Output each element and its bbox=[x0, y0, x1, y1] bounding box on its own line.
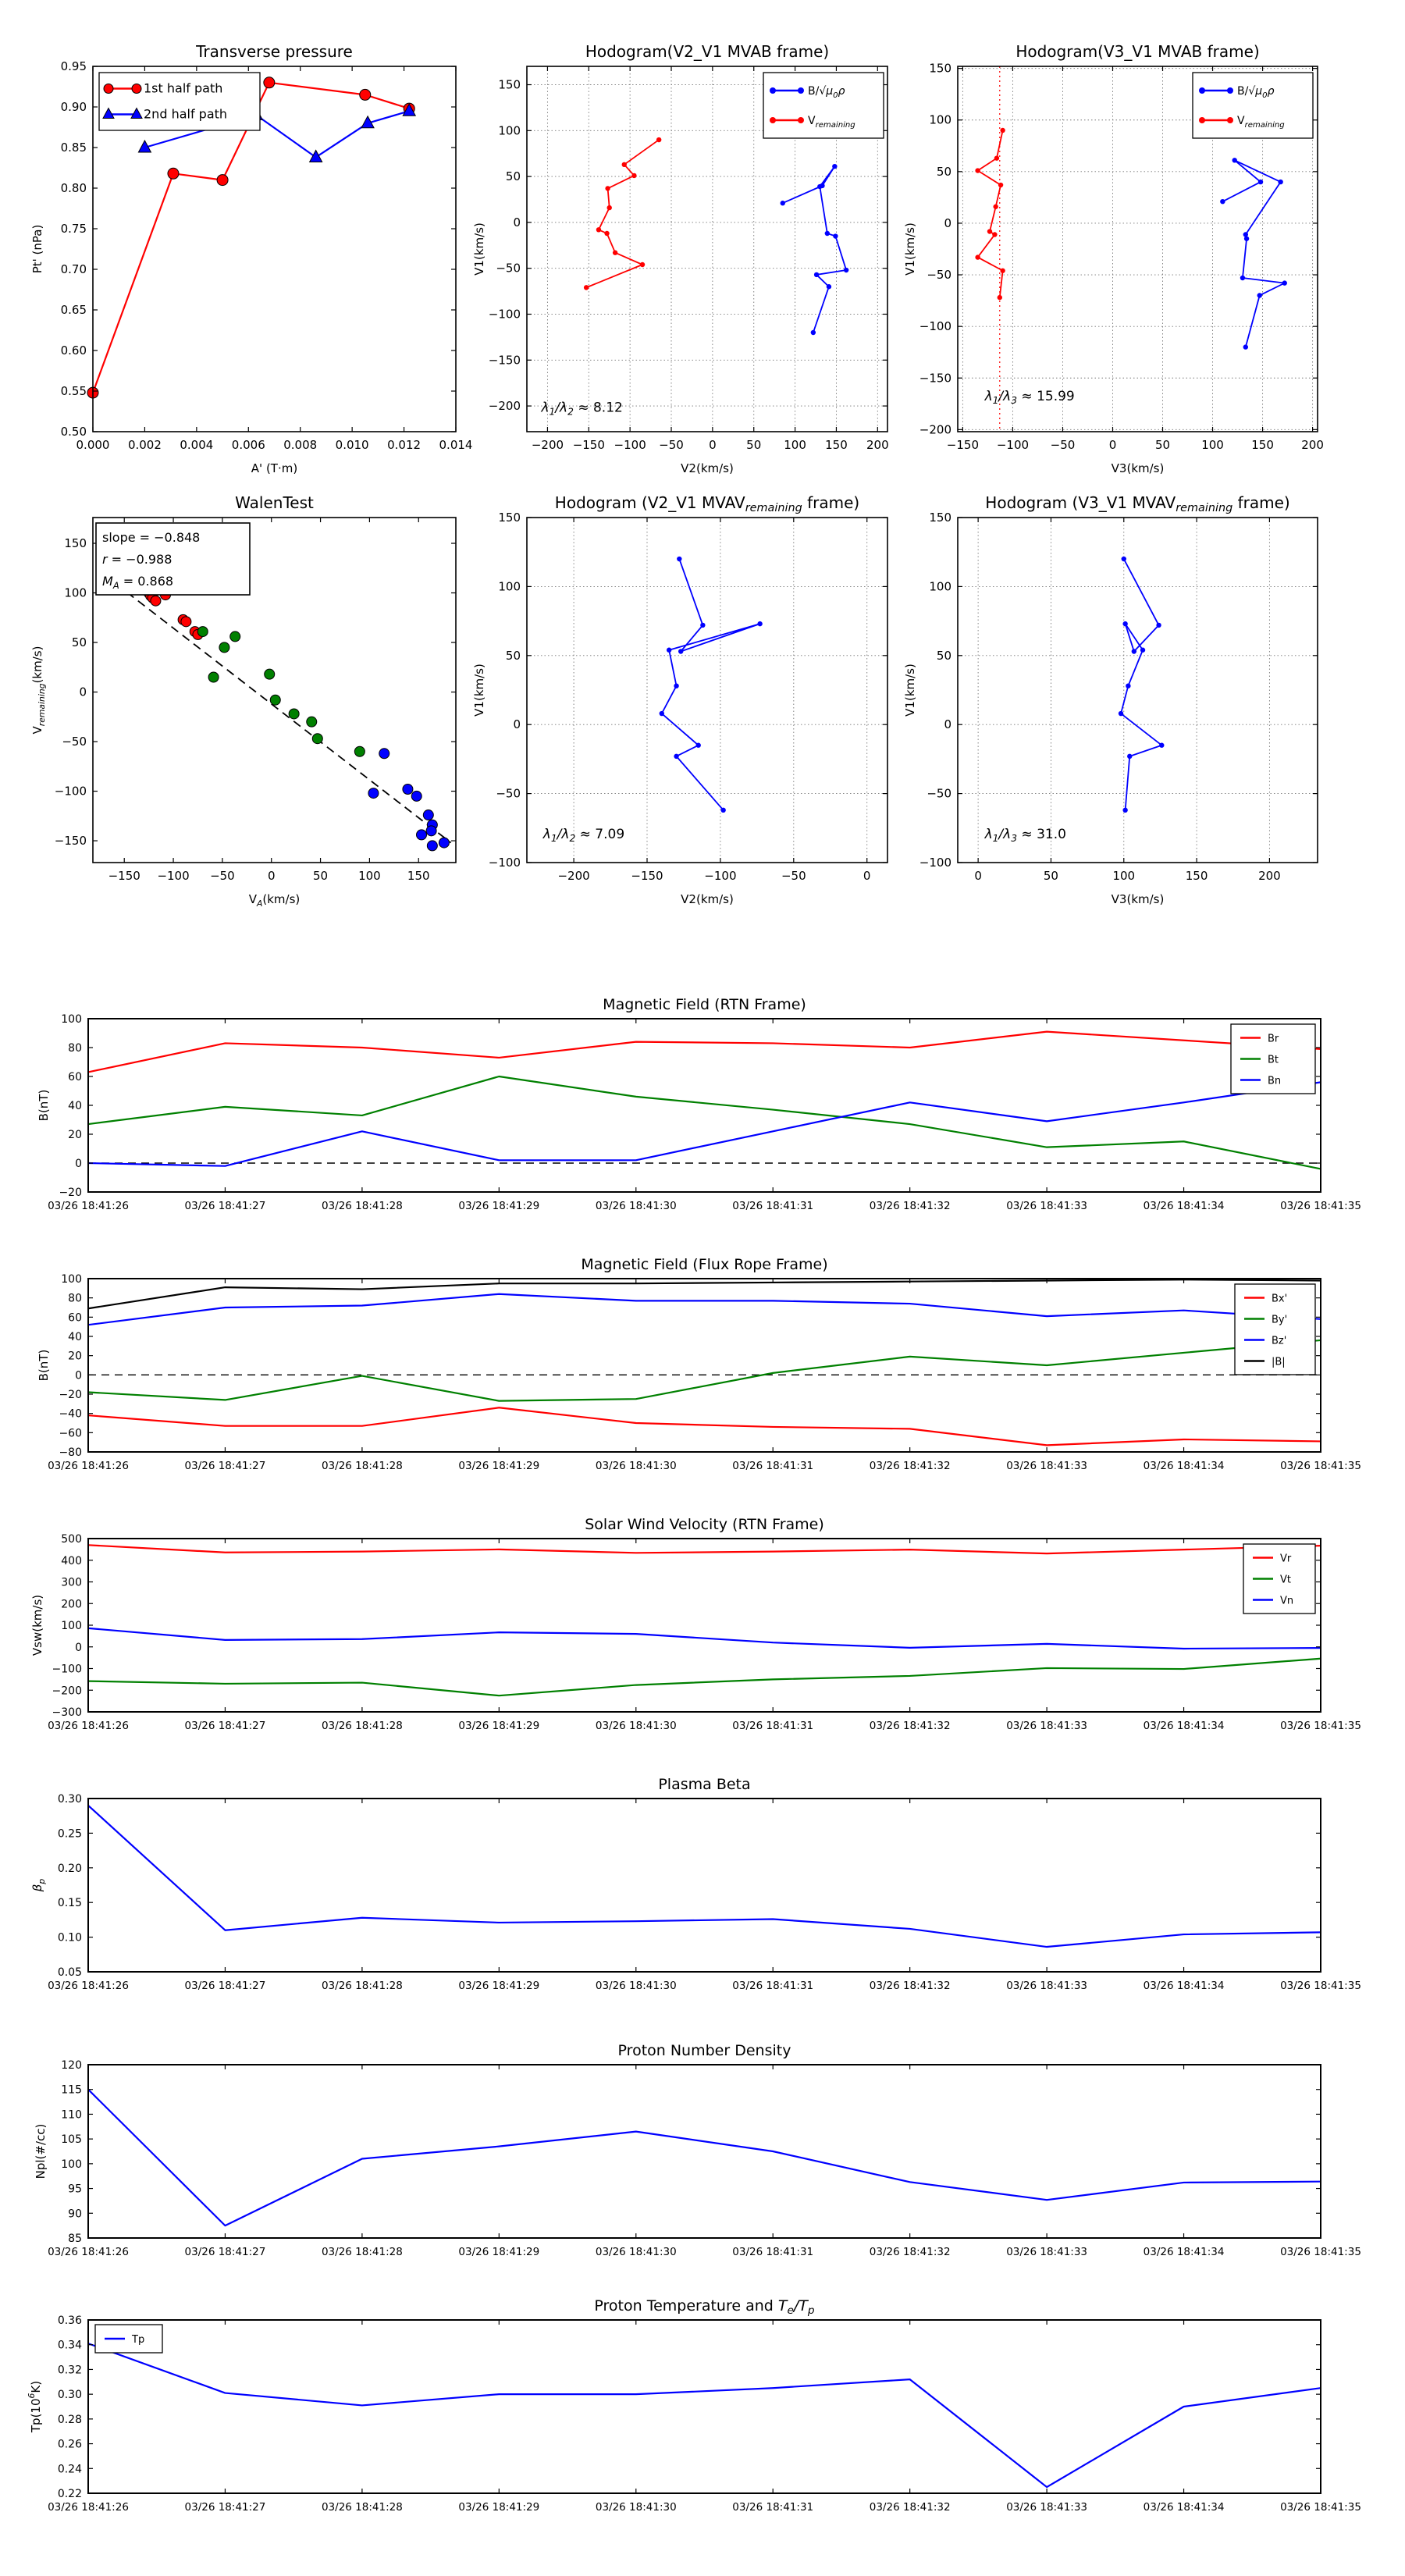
hodogram-v2v1-mvab-title: Hodogram(V2_V1 MVAB frame) bbox=[585, 42, 830, 61]
y-tick-label: 100 bbox=[498, 579, 521, 594]
y-tick-label: −100 bbox=[52, 1663, 82, 1676]
y-tick-label: −100 bbox=[919, 856, 951, 870]
x-tick-label: 03/26 18:41:28 bbox=[321, 1720, 403, 1732]
x-tick-label: 150 bbox=[825, 438, 848, 452]
walen-test-ylabel: $V_{remaining}(km/s)$ bbox=[30, 646, 47, 735]
y-tick-label: 0.80 bbox=[60, 181, 87, 195]
y-tick-label: 0 bbox=[513, 717, 521, 732]
magnetic-field-rtn-series-Br bbox=[88, 1032, 1321, 1073]
x-tick-label: 03/26 18:41:33 bbox=[1006, 2501, 1088, 2514]
axes-frame bbox=[88, 2065, 1321, 2238]
x-tick-label: 03/26 18:41:30 bbox=[595, 1720, 677, 1732]
x-tick-label: 100 bbox=[784, 438, 806, 452]
y-tick-label: 0 bbox=[944, 717, 951, 732]
x-tick-label: 0.012 bbox=[387, 438, 422, 452]
y-tick-label: 0.28 bbox=[57, 2413, 82, 2426]
x-tick-label: −50 bbox=[1050, 438, 1076, 452]
y-tick-label: 150 bbox=[64, 536, 87, 551]
x-tick-label: 150 bbox=[1185, 869, 1208, 883]
y-tick-label: 0.36 bbox=[57, 2314, 82, 2327]
x-tick-label: 03/26 18:41:30 bbox=[595, 1200, 677, 1212]
y-tick-label: −50 bbox=[927, 268, 951, 283]
x-tick-label: 0 bbox=[709, 438, 717, 452]
info-box-line: r = −0.988 bbox=[102, 552, 173, 567]
magnetic-field-flux-rope-series-|B| bbox=[88, 1279, 1321, 1308]
x-tick-label: 03/26 18:41:33 bbox=[1006, 1720, 1088, 1732]
y-tick-label: 60 bbox=[68, 1071, 82, 1083]
x-tick-label: 03/26 18:41:32 bbox=[869, 1460, 951, 1472]
proton-temperature bbox=[27, 2297, 1361, 2514]
hodogram-v3v1-mvab-xlabel: V3(km/s) bbox=[1111, 461, 1165, 475]
y-tick-label: −100 bbox=[919, 319, 951, 334]
y-tick-label: 120 bbox=[61, 2059, 82, 2072]
hodogram-v2v1-mvav bbox=[472, 493, 887, 906]
y-tick-label: 400 bbox=[61, 1554, 82, 1567]
x-tick-label: 03/26 18:41:27 bbox=[184, 1460, 266, 1472]
hodogram-v2v1-mvab bbox=[472, 42, 889, 475]
x-tick-label: 03/26 18:41:33 bbox=[1006, 1980, 1088, 1992]
x-tick-label: 50 bbox=[746, 438, 762, 452]
y-tick-label: 100 bbox=[61, 2158, 82, 2171]
magnetic-field-flux-rope-series-Bx' bbox=[88, 1407, 1321, 1445]
y-tick-label: 0.10 bbox=[57, 1931, 82, 1944]
x-tick-label: 03/26 18:41:31 bbox=[732, 2246, 814, 2258]
x-tick-label: 03/26 18:41:30 bbox=[595, 1980, 677, 1992]
x-tick-label: 03/26 18:41:34 bbox=[1143, 1460, 1225, 1472]
x-tick-label: −100 bbox=[614, 438, 646, 452]
x-tick-label: 03/26 18:41:27 bbox=[184, 1200, 266, 1212]
x-tick-label: 03/26 18:41:34 bbox=[1143, 2501, 1225, 2514]
walen-test-title: WalenTest bbox=[235, 493, 314, 512]
y-tick-label: 40 bbox=[68, 1331, 82, 1343]
legend-label: Tp bbox=[132, 2334, 145, 2346]
x-tick-label: 03/26 18:41:27 bbox=[184, 1980, 266, 1992]
y-tick-label: 115 bbox=[61, 2083, 82, 2097]
x-tick-label: −50 bbox=[659, 438, 684, 452]
x-tick-label: 03/26 18:41:29 bbox=[458, 1720, 540, 1732]
x-tick-label: 200 bbox=[1301, 438, 1324, 452]
x-tick-label: 03/26 18:41:26 bbox=[48, 1200, 129, 1212]
y-tick-label: 0.25 bbox=[57, 1827, 82, 1841]
y-tick-label: 0.05 bbox=[57, 1966, 82, 1979]
proton-number-density-series-Npl bbox=[88, 2090, 1321, 2226]
y-tick-label: 500 bbox=[61, 1533, 82, 1546]
plasma-beta-ylabel: $\beta_p$ bbox=[30, 1878, 47, 1892]
plasma-beta-title: Plasma Beta bbox=[658, 1776, 751, 1793]
x-tick-label: −100 bbox=[704, 869, 737, 883]
y-tick-label: 80 bbox=[68, 1042, 82, 1055]
x-tick-label: 03/26 18:41:28 bbox=[321, 1980, 403, 1992]
solar-wind-velocity-rtn-ylabel: Vsw(km/s) bbox=[30, 1594, 44, 1656]
x-tick-label: 150 bbox=[1251, 438, 1274, 452]
x-tick-label: 03/26 18:41:35 bbox=[1280, 2501, 1361, 2514]
axes-frame bbox=[88, 1799, 1321, 1972]
y-tick-label: −20 bbox=[59, 1389, 82, 1401]
solar-wind-velocity-rtn-title: Solar Wind Velocity (RTN Frame) bbox=[585, 1516, 824, 1533]
y-tick-label: 0.70 bbox=[60, 262, 87, 276]
x-tick-label: 03/26 18:41:27 bbox=[184, 1720, 266, 1732]
proton-number-density-ylabel: Npl(#/cc) bbox=[34, 2123, 48, 2179]
y-tick-label: 0.24 bbox=[57, 2463, 82, 2476]
y-tick-label: 150 bbox=[498, 511, 521, 525]
x-tick-label: 03/26 18:41:29 bbox=[458, 1460, 540, 1472]
x-tick-label: 03/26 18:41:26 bbox=[48, 1460, 129, 1472]
plasma-beta-series-beta-p bbox=[88, 1806, 1321, 1947]
transverse-pressure-xlabel: A' (T·m) bbox=[251, 461, 298, 475]
x-tick-label: 150 bbox=[407, 869, 430, 883]
y-tick-label: 105 bbox=[61, 2133, 82, 2147]
x-tick-label: 50 bbox=[313, 869, 329, 883]
transverse-pressure-ylabel: Pt' (nPa) bbox=[30, 224, 44, 274]
legend-label: 2nd half path bbox=[144, 106, 228, 122]
x-tick-label: 03/26 18:41:30 bbox=[595, 1460, 677, 1472]
y-tick-label: 200 bbox=[61, 1598, 82, 1611]
y-tick-label: 50 bbox=[71, 635, 87, 650]
hodogram-v3v1-mvab-title: Hodogram(V3_V1 MVAB frame) bbox=[1016, 42, 1260, 61]
y-tick-label: 50 bbox=[936, 648, 951, 663]
hodogram-v3v1-mvab bbox=[903, 42, 1324, 475]
x-tick-label: 03/26 18:41:30 bbox=[595, 2246, 677, 2258]
y-tick-label: 0.30 bbox=[57, 2389, 82, 2402]
x-tick-label: 03/26 18:41:29 bbox=[458, 1980, 540, 1992]
y-tick-label: 100 bbox=[498, 123, 521, 138]
axes-frame bbox=[88, 1539, 1321, 1712]
hodogram-v2v1-mvab-series-B-alfven bbox=[783, 166, 846, 333]
y-tick-label: 0 bbox=[944, 215, 951, 230]
y-tick-label: −300 bbox=[52, 1706, 82, 1719]
y-tick-label: −150 bbox=[54, 834, 87, 849]
y-tick-label: 150 bbox=[929, 61, 951, 76]
y-tick-label: −100 bbox=[488, 307, 521, 322]
y-tick-label: 0.30 bbox=[57, 1793, 82, 1806]
y-tick-label: 0.55 bbox=[60, 384, 87, 398]
x-tick-label: 0.000 bbox=[76, 438, 110, 452]
hodogram-v3v1-mvab-series-B-alfven bbox=[1222, 160, 1284, 347]
x-tick-label: 0.002 bbox=[127, 438, 162, 452]
y-tick-label: 0.26 bbox=[57, 2438, 82, 2451]
magnetic-field-rtn-series-Bn bbox=[88, 1082, 1321, 1165]
x-tick-label: 03/26 18:41:26 bbox=[48, 1980, 129, 1992]
x-tick-label: 03/26 18:41:32 bbox=[869, 1980, 951, 1992]
x-tick-label: 03/26 18:41:32 bbox=[869, 2246, 951, 2258]
legend-label: Bn bbox=[1268, 1075, 1282, 1087]
y-tick-label: 0.75 bbox=[60, 222, 87, 236]
x-tick-label: 03/26 18:41:33 bbox=[1006, 1200, 1088, 1212]
legend-label: $V_{remaining}$ bbox=[1237, 115, 1285, 130]
info-box-line: $M_A = 0.868$ bbox=[102, 574, 174, 591]
y-tick-label: 100 bbox=[61, 1620, 82, 1632]
y-tick-label: −60 bbox=[59, 1427, 82, 1440]
transverse-pressure bbox=[30, 42, 472, 475]
x-tick-label: 03/26 18:41:28 bbox=[321, 1200, 403, 1212]
hodogram-v2v1-mvab-series-V-remaining bbox=[586, 140, 659, 287]
legend-label: Vr bbox=[1280, 1553, 1292, 1565]
x-tick-label: 0.008 bbox=[283, 438, 318, 452]
hodogram-v2v1-mvav-ylabel: V1(km/s) bbox=[472, 664, 486, 717]
x-tick-label: 03/26 18:41:31 bbox=[732, 2501, 814, 2514]
x-tick-label: −50 bbox=[781, 869, 806, 883]
x-tick-label: 03/26 18:41:31 bbox=[732, 1720, 814, 1732]
x-tick-label: 0.006 bbox=[231, 438, 265, 452]
hodogram-v3v1-mvav-xlabel: V3(km/s) bbox=[1111, 892, 1165, 906]
plasma-beta bbox=[30, 1776, 1361, 1992]
x-tick-label: 03/26 18:41:26 bbox=[48, 2501, 129, 2514]
axes-frame bbox=[958, 518, 1318, 863]
x-tick-label: −150 bbox=[108, 869, 140, 883]
lambda-annotation: $\lambda_1/\lambda_3 \approx 31.0$ bbox=[984, 827, 1066, 845]
y-tick-label: 20 bbox=[68, 1350, 82, 1363]
x-tick-label: 03/26 18:41:34 bbox=[1143, 2246, 1225, 2258]
y-tick-label: −150 bbox=[919, 371, 951, 386]
hodogram-v3v1-mvab-series-V-remaining bbox=[978, 130, 1003, 297]
magnetic-field-flux-rope-series-By' bbox=[88, 1340, 1321, 1401]
x-tick-label: 03/26 18:41:32 bbox=[869, 2501, 951, 2514]
hodogram-v2v1-mvab-xlabel: V2(km/s) bbox=[681, 461, 734, 475]
x-tick-label: 03/26 18:41:34 bbox=[1143, 1720, 1225, 1732]
x-tick-label: 0 bbox=[267, 869, 276, 883]
x-tick-label: 200 bbox=[866, 438, 889, 452]
y-tick-label: −50 bbox=[496, 786, 521, 801]
y-tick-label: 100 bbox=[64, 585, 87, 600]
x-tick-label: 03/26 18:41:32 bbox=[869, 1720, 951, 1732]
magnetic-field-flux-rope bbox=[37, 1256, 1361, 1472]
solar-wind-velocity-rtn-series-Vt bbox=[88, 1659, 1321, 1695]
y-tick-label: 60 bbox=[68, 1311, 82, 1325]
axes-frame bbox=[527, 518, 887, 863]
y-tick-label: 100 bbox=[929, 579, 951, 594]
y-tick-label: −20 bbox=[59, 1187, 82, 1199]
axes-frame bbox=[88, 2320, 1321, 2493]
x-tick-label: 03/26 18:41:33 bbox=[1006, 2246, 1088, 2258]
y-tick-label: 0.65 bbox=[60, 303, 87, 317]
x-tick-label: 03/26 18:41:35 bbox=[1280, 1460, 1361, 1472]
x-tick-label: 03/26 18:41:26 bbox=[48, 2246, 129, 2258]
legend-label: $V_{remaining}$ bbox=[808, 115, 855, 130]
x-tick-label: 50 bbox=[1154, 438, 1171, 452]
legend-label: 1st half path bbox=[144, 80, 223, 96]
x-tick-label: 100 bbox=[1112, 869, 1136, 883]
y-tick-label: 0 bbox=[75, 1641, 82, 1654]
y-tick-label: 0.90 bbox=[60, 100, 87, 114]
y-tick-label: 50 bbox=[505, 648, 521, 663]
legend-label: Vt bbox=[1280, 1574, 1291, 1586]
fit-line bbox=[105, 575, 451, 843]
y-tick-label: 100 bbox=[929, 112, 951, 127]
magnetic-field-rtn-series-Bt bbox=[88, 1076, 1321, 1169]
y-tick-label: 95 bbox=[68, 2183, 82, 2196]
walen-test-xlabel: $V_A(km/s)$ bbox=[248, 892, 301, 909]
y-tick-label: 0.95 bbox=[60, 59, 87, 73]
x-tick-label: 03/26 18:41:34 bbox=[1143, 1200, 1225, 1212]
x-tick-label: 03/26 18:41:35 bbox=[1280, 1720, 1361, 1732]
y-tick-label: 0.20 bbox=[57, 1862, 82, 1875]
x-tick-label: 03/26 18:41:30 bbox=[595, 2501, 677, 2514]
x-tick-label: 03/26 18:41:31 bbox=[732, 1460, 814, 1472]
y-tick-label: 0.15 bbox=[57, 1897, 82, 1910]
hodogram-v3v1-mvav bbox=[903, 493, 1318, 906]
lambda-annotation: $\lambda_1/\lambda_2 \approx 8.12$ bbox=[541, 400, 623, 418]
proton-temperature-title: Proton Temperature and $T_e/T_p$ bbox=[594, 2297, 815, 2317]
legend-label: Bx' bbox=[1272, 1293, 1288, 1305]
y-tick-label: 0 bbox=[79, 685, 87, 699]
y-tick-label: 0.85 bbox=[60, 141, 87, 155]
y-tick-label: −50 bbox=[496, 261, 521, 276]
y-tick-label: −80 bbox=[59, 1446, 82, 1459]
transverse-pressure-title: Transverse pressure bbox=[196, 42, 353, 61]
x-tick-label: 0 bbox=[974, 869, 982, 883]
y-tick-label: 150 bbox=[498, 77, 521, 92]
proton-temperature-series-Tp bbox=[88, 2343, 1321, 2487]
y-tick-label: −50 bbox=[927, 786, 951, 801]
x-tick-label: 03/26 18:41:29 bbox=[458, 2246, 540, 2258]
y-tick-label: −200 bbox=[488, 399, 521, 414]
walen-test bbox=[30, 493, 456, 909]
x-tick-label: 03/26 18:41:35 bbox=[1280, 1980, 1361, 1992]
hodogram-v2v1-mvav-title: Hodogram (V2_V1 $MVAV_{remaining}$ frame) bbox=[554, 493, 860, 514]
magnetic-field-rtn-ylabel: B(nT) bbox=[37, 1089, 51, 1122]
y-tick-label: 0 bbox=[75, 1369, 82, 1382]
x-tick-label: 03/26 18:41:29 bbox=[458, 1200, 540, 1212]
x-tick-label: 100 bbox=[358, 869, 381, 883]
proton-number-density-title: Proton Number Density bbox=[617, 2042, 791, 2059]
y-tick-label: −50 bbox=[62, 735, 87, 749]
magnetic-field-flux-rope-series-Bz' bbox=[88, 1294, 1321, 1325]
y-tick-label: 0.60 bbox=[60, 343, 87, 358]
x-tick-label: 0 bbox=[863, 869, 871, 883]
x-tick-label: −100 bbox=[157, 869, 190, 883]
x-tick-label: 03/26 18:41:33 bbox=[1006, 1460, 1088, 1472]
y-tick-label: −100 bbox=[488, 856, 521, 870]
x-tick-label: −200 bbox=[557, 869, 590, 883]
y-tick-label: 0 bbox=[75, 1158, 82, 1170]
x-tick-label: 03/26 18:41:28 bbox=[321, 1460, 403, 1472]
x-tick-label: 03/26 18:41:26 bbox=[48, 1720, 129, 1732]
x-tick-label: 03/26 18:41:35 bbox=[1280, 2246, 1361, 2258]
y-tick-label: 150 bbox=[929, 511, 951, 525]
x-tick-label: 0.014 bbox=[439, 438, 473, 452]
magnetic-field-rtn-title: Magnetic Field (RTN Frame) bbox=[603, 996, 806, 1013]
x-tick-label: 03/26 18:41:34 bbox=[1143, 1980, 1225, 1992]
y-tick-label: 80 bbox=[68, 1292, 82, 1305]
y-tick-label: 100 bbox=[61, 1013, 82, 1026]
x-tick-label: 0.010 bbox=[335, 438, 369, 452]
x-tick-label: −150 bbox=[946, 438, 980, 452]
hodogram-v3v1-mvav-title: Hodogram (V3_V1 $MVAV_{remaining}$ frame) bbox=[985, 493, 1290, 514]
y-tick-label: 300 bbox=[61, 1576, 82, 1589]
y-tick-label: 85 bbox=[68, 2233, 82, 2245]
x-tick-label: −150 bbox=[572, 438, 605, 452]
proton-temperature-ylabel: $Tp(10^6K)$ bbox=[27, 2380, 43, 2433]
x-tick-label: 03/26 18:41:27 bbox=[184, 2501, 266, 2514]
x-tick-label: 03/26 18:41:31 bbox=[732, 1200, 814, 1212]
legend-label: Bz' bbox=[1272, 1335, 1287, 1347]
x-tick-label: 100 bbox=[1201, 438, 1224, 452]
x-tick-label: 50 bbox=[1043, 869, 1058, 883]
lambda-annotation: $\lambda_1/\lambda_2 \approx 7.09$ bbox=[542, 827, 625, 845]
x-tick-label: −200 bbox=[531, 438, 564, 452]
solar-wind-velocity-rtn-series-Vr bbox=[88, 1545, 1321, 1553]
x-tick-label: −100 bbox=[996, 438, 1030, 452]
y-tick-label: 20 bbox=[68, 1129, 82, 1141]
x-tick-label: −150 bbox=[631, 869, 663, 883]
x-tick-label: 0 bbox=[1108, 438, 1117, 452]
y-tick-label: 100 bbox=[61, 1273, 82, 1286]
lambda-annotation: $\lambda_1/\lambda_3 \approx 15.99$ bbox=[984, 389, 1075, 407]
y-tick-label: −40 bbox=[59, 1407, 82, 1421]
x-tick-label: 03/26 18:41:31 bbox=[732, 1980, 814, 1992]
hodogram-v2v1-mvab-ylabel: V1(km/s) bbox=[472, 222, 486, 276]
y-tick-label: −150 bbox=[488, 353, 521, 368]
legend-label: Vn bbox=[1280, 1595, 1294, 1607]
y-tick-label: 50 bbox=[936, 164, 951, 179]
y-tick-label: 0.32 bbox=[57, 2364, 82, 2377]
solar-wind-velocity-rtn bbox=[30, 1516, 1361, 1732]
x-tick-label: 03/26 18:41:29 bbox=[458, 2501, 540, 2514]
y-tick-label: −200 bbox=[919, 422, 951, 437]
x-tick-label: 03/26 18:41:27 bbox=[184, 2246, 266, 2258]
x-tick-label: 200 bbox=[1258, 869, 1281, 883]
x-tick-label: 03/26 18:41:28 bbox=[321, 2501, 403, 2514]
legend-label: |B| bbox=[1272, 1356, 1286, 1368]
y-tick-label: 0 bbox=[513, 215, 521, 229]
legend-label: $B/√\mu_0\rho$ bbox=[1237, 85, 1275, 100]
magnetic-field-flux-rope-ylabel: B(nT) bbox=[37, 1349, 51, 1382]
solar-wind-velocity-rtn-series-Vn bbox=[88, 1628, 1321, 1649]
x-tick-label: 03/26 18:41:28 bbox=[321, 2246, 403, 2258]
y-tick-label: 40 bbox=[68, 1100, 82, 1112]
hodogram-v2v1-mvav-xlabel: V2(km/s) bbox=[681, 892, 734, 906]
proton-number-density bbox=[34, 2042, 1361, 2258]
y-tick-label: 0.22 bbox=[57, 2488, 82, 2500]
info-box-line: slope = −0.848 bbox=[102, 530, 201, 545]
hodogram-v3v1-mvab-ylabel: V1(km/s) bbox=[903, 222, 917, 276]
y-tick-label: 0.50 bbox=[60, 425, 87, 439]
y-tick-label: 50 bbox=[505, 169, 521, 184]
magnetic-field-flux-rope-title: Magnetic Field (Flux Rope Frame) bbox=[581, 1256, 828, 1273]
legend-label: Bt bbox=[1268, 1054, 1279, 1066]
legend-label: Br bbox=[1268, 1033, 1279, 1045]
magnetic-field-rtn bbox=[37, 996, 1361, 1212]
y-tick-label: 0.34 bbox=[57, 2339, 82, 2352]
legend-label: By' bbox=[1272, 1314, 1288, 1326]
legend-label: $B/√\mu_0\rho$ bbox=[808, 85, 845, 100]
x-tick-label: 0.004 bbox=[180, 438, 214, 452]
x-tick-label: 03/26 18:41:35 bbox=[1280, 1200, 1361, 1212]
y-tick-label: 90 bbox=[68, 2208, 82, 2221]
y-tick-label: −100 bbox=[54, 784, 87, 799]
x-tick-label: −50 bbox=[210, 869, 235, 883]
x-tick-label: 03/26 18:41:32 bbox=[869, 1200, 951, 1212]
y-tick-label: 110 bbox=[61, 2108, 82, 2122]
y-tick-label: −200 bbox=[52, 1685, 82, 1698]
hodogram-v3v1-mvav-ylabel: V1(km/s) bbox=[903, 664, 917, 717]
